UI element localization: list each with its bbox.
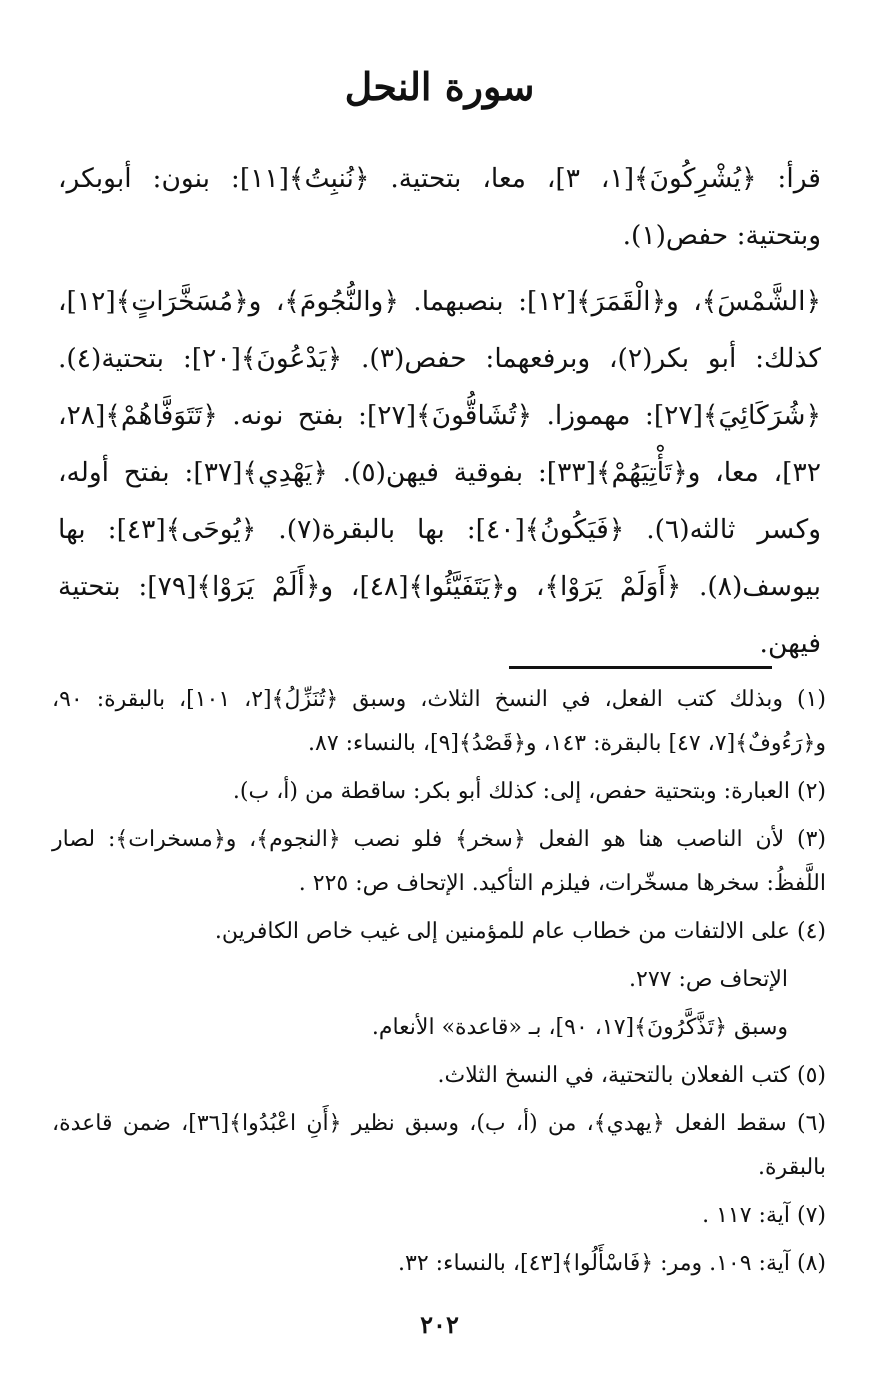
footnote-2: (٢) العبارة: وبتحتية حفص، إلى: كذلك أبو بكر: ساقطة من (أ، ب). — [232, 779, 826, 804]
footnotes — [52, 678, 826, 1290]
footnote-divider — [509, 666, 772, 669]
footnote-1: (١) وبذلك كتب الفعل، في النسخ الثلاث، وسبق ﴿تُنَزِّلُ﴾[٢، ١٠١]، بالبقرة: ٩٠، و﴿رَءُوفٌ﴾[٧، ٤٧] بالبقرة: ١٤٣، و﴿قَصْدُ﴾[٩]، بالنساء: ٨٧. — [52, 687, 826, 756]
page-number: ٢٠٢ — [420, 1310, 459, 1339]
footnote-4-source: الإتحاف ص: ٢٧٧. — [629, 967, 788, 992]
footnote-8: (٨) آية: ١٠٩. ومر: ﴿فَاسْأَلُوا﴾[٤٣]، بالنساء: ٣٢. — [398, 1251, 826, 1276]
footnote-7: (٧) آية: ١١٧ . — [702, 1203, 826, 1228]
footnote-4: (٤) على الالتفات من خطاب عام للمؤمنين إلى غيب خاص الكافرين. — [214, 919, 826, 944]
main-text — [58, 150, 821, 681]
footnote-4-reference: وسبق ﴿تَذَّكَّرُونَ﴾[١٧، ٩٠]، بـ «قاعدة» الأنعام. — [371, 1015, 788, 1040]
footnote-3: (٣) لأن الناصب هنا هو الفعل ﴿سخر﴾ فلو نصب ﴿النجوم﴾، و﴿مسخرات﴾: لصار اللَّفظُ: سخرها مسخّرات، فيلزم التأكيد. الإتحاف ص: ٢٢٥ . — [52, 827, 826, 896]
body-paragraph-2: ﴿الشَّمْسَ﴾، و﴿الْقَمَرَ﴾[١٢]: بنصبهما. ﴿والنُّجُومَ﴾، و﴿مُسَخَّرَاتٍ﴾[١٢]، كذلك: أبو بكر(٢)، وبرفعهما: حفص(٣). ﴿يَدْعُونَ﴾[٢٠]: بتحتية(٤). ﴿شُرَكَائِيَ﴾[٢٧]: مهموزا. ﴿تُشَاقُّونَ﴾[٢٧]: بفتح نونه. ﴿تَتَوَفَّاهُمْ﴾[٢٨، ٣٢]، معا، و﴿تَأْتِيَهُمْ﴾[٣٣]: بفوقية فيهن(٥). ﴿يَهْدِي﴾[٣٧]: بفتح أوله، وكسر ثالثه(٦). ﴿فَيَكُونُ﴾[٤٠]: بها بالبقرة(٧). ﴿يُوحَى﴾[٤٣]: بها بيوسف(٨). ﴿أَوَلَمْ يَرَوْا﴾، و﴿يَتَفَيَّئُوا﴾[٤٨]، و﴿أَلَمْ يَرَوْا﴾[٧٩]: بتحتية فيهن. — [58, 286, 822, 659]
footnote-6: (٦) سقط الفعل ﴿يهدي﴾، من (أ، ب)، وسبق نظير ﴿أَنِ اعْبُدُوا﴾[٣٦]، ضمن قاعدة، بالبقرة. — [52, 1111, 826, 1180]
footnote-5: (٥) كتب الفعلان بالتحتية، في النسخ الثلاث. — [437, 1063, 826, 1088]
page-title: سورة النحل — [344, 64, 535, 109]
body-paragraph-1: قرأ: ﴿يُشْرِكُونَ﴾[١، ٣]، معا، بتحتية. ﴿نُنبِتُ﴾[١١]: بنون: أبوبكر، وبتحتية: حفص(١). — [58, 163, 821, 251]
